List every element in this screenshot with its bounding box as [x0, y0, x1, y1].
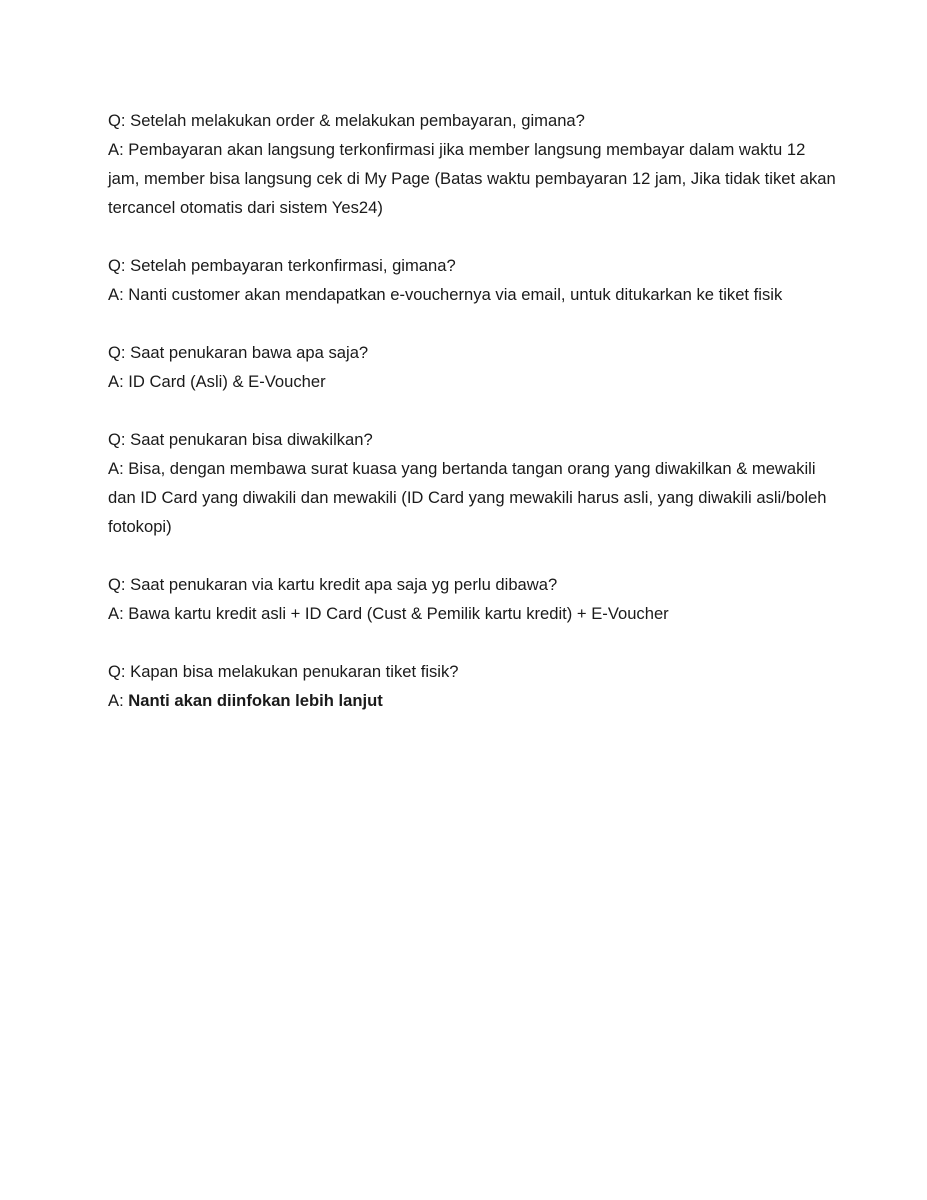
faq-question: Q: Saat penukaran bawa apa saja? [108, 343, 369, 362]
faq-question: Q: Saat penukaran via kartu kredit apa saja yg perlu dibawa? [108, 575, 558, 594]
answer-prefix: A: [108, 691, 129, 710]
answer-prefix: A: [108, 459, 129, 478]
faq-question: Q: Saat penukaran bisa diwakilkan? [108, 430, 373, 449]
faq-question: Q: Setelah melakukan order & melakukan pembayaran, gimana? [108, 111, 585, 130]
answer-text: Nanti customer akan mendapatkan e-vouchernya via email, untuk ditukarkan ke tiket fisik [128, 285, 783, 304]
faq-item [108, 106, 838, 222]
faq-document [108, 106, 838, 744]
faq-item [108, 251, 838, 309]
faq-item [108, 570, 838, 628]
answer-prefix: A: [108, 140, 129, 159]
faq-answer [108, 686, 838, 715]
faq-answer [108, 454, 838, 541]
answer-text: ID Card (Asli) & E-Voucher [128, 372, 326, 391]
faq-item [108, 338, 838, 396]
answer-prefix: A: [108, 285, 129, 304]
faq-question: Q: Kapan bisa melakukan penukaran tiket fisik? [108, 662, 459, 681]
faq-question: Q: Setelah pembayaran terkonfirmasi, gimana? [108, 256, 456, 275]
answer-text: Pembayaran akan langsung terkonfirmasi jika member langsung membayar dalam waktu 12 jam, member bisa langsung cek di My Page (Batas waktu pembayaran 12 jam, Jika tidak tiket akan tercancel otomatis dari sistem Yes24) [108, 140, 836, 217]
faq-item [108, 425, 838, 541]
faq-answer [108, 599, 838, 628]
answer-text: Bisa, dengan membawa surat kuasa yang bertanda tangan orang yang diwakilkan & mewakili dan ID Card yang diwakili dan mewakili (ID Card yang mewakili harus asli, yang diwakili asli/boleh fotokopi) [108, 459, 827, 536]
faq-answer [108, 135, 838, 222]
answer-text: Bawa kartu kredit asli + ID Card (Cust & Pemilik kartu kredit) + E-Voucher [128, 604, 669, 623]
answer-text-bold: Nanti akan diinfokan lebih lanjut [128, 691, 383, 710]
faq-answer [108, 280, 838, 309]
faq-answer [108, 367, 838, 396]
answer-prefix: A: [108, 372, 129, 391]
answer-prefix: A: [108, 604, 129, 623]
faq-item [108, 657, 838, 715]
